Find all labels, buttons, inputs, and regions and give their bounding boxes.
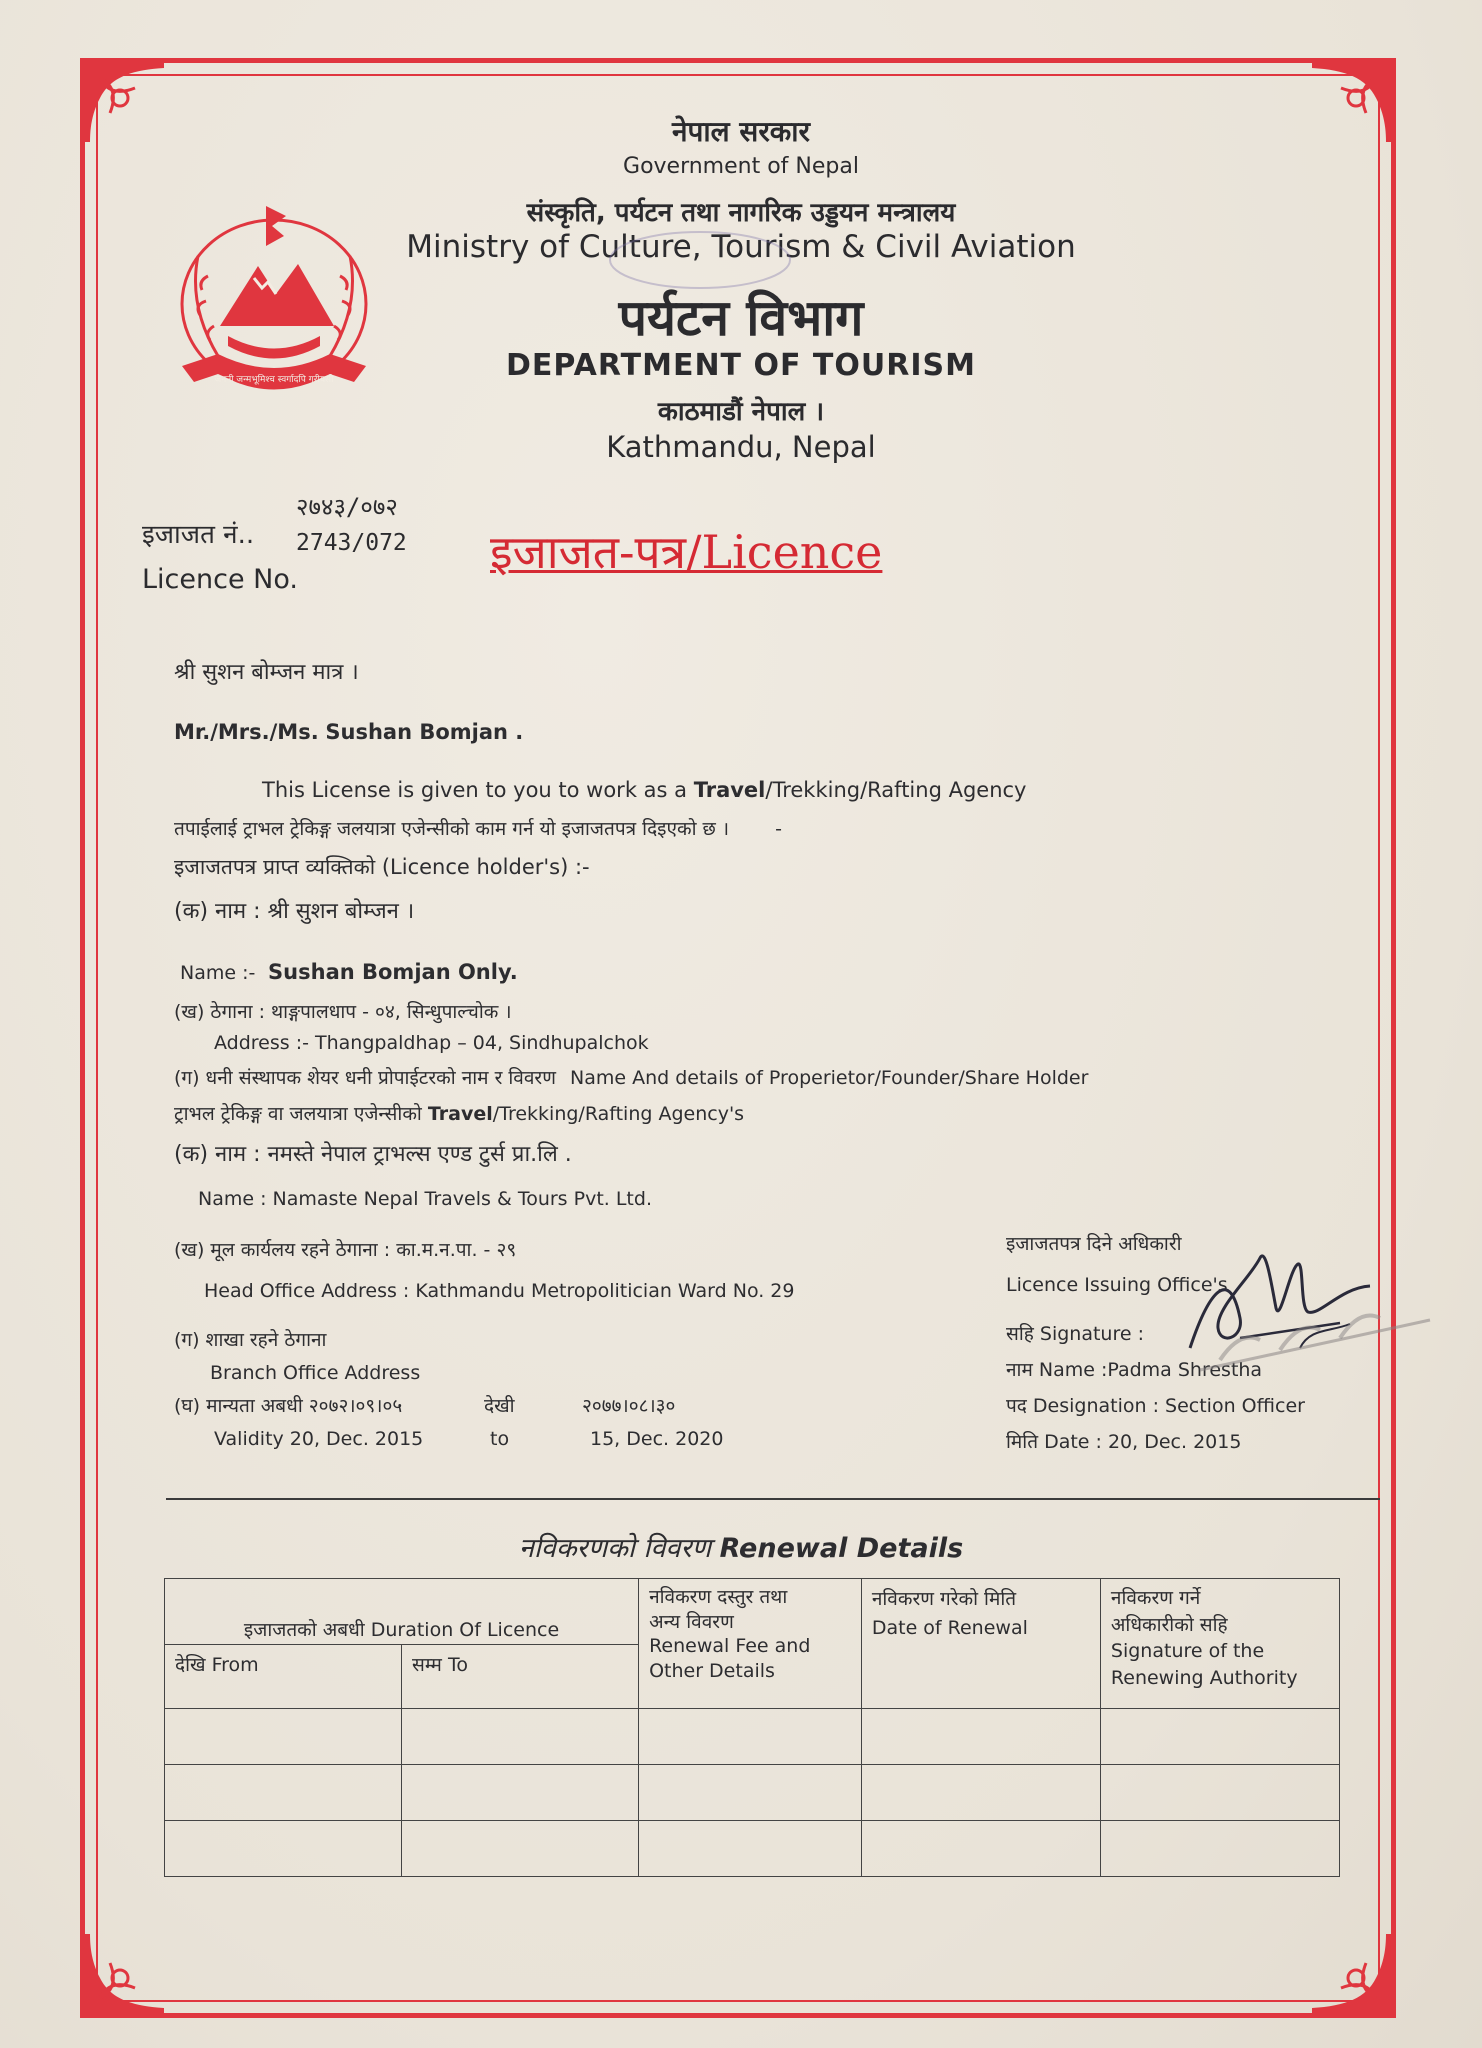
name-en-label: Name :- — [180, 962, 256, 984]
table-row — [165, 1709, 1340, 1765]
licence-title: इजाजत-पत्र/Licence — [490, 525, 883, 579]
table-header-duration: इजाजतको अबधी Duration Of Licence — [165, 1579, 639, 1645]
issuer-signature-label: सहि Signature : — [1006, 1323, 1144, 1345]
fee-en2: Other Details — [649, 1660, 775, 1683]
renewal-table — [164, 1578, 1340, 1877]
company-np: (क) नाम : नमस्ते नेपाल ट्राभल्स एण्ड टुर्स प्रा.लि . — [174, 1142, 572, 1167]
licence-no-value-en: 2743/072 — [296, 530, 407, 556]
company-en: Name : Namaste Nepal Travels & Tours Pvt. Ltd. — [198, 1188, 652, 1210]
issuer-date: मिति Date : 20, Dec. 2015 — [1006, 1431, 1242, 1453]
name-en-value: Sushan Bomjan Only. — [268, 960, 518, 984]
agency-np: ट्राभल ट्रेकिङ्ग वा जलयात्रा एजेन्सीको — [174, 1103, 422, 1125]
validity-en: Validity 20, Dec. 2015 — [214, 1428, 424, 1450]
section-divider — [166, 1498, 1380, 1500]
address-np: (ख) ठेगाना : थाङ्गपालधाप - ०४, सिन्धुपाल्चोक । — [174, 1001, 512, 1023]
faint-stamp-mark — [600, 225, 800, 295]
licence-no-label-en: Licence No. — [142, 564, 298, 595]
licence-no-value-np: २७४३/०७२ — [296, 493, 398, 521]
name-np: (क) नाम : श्री सुशन बोम्जन । — [174, 899, 415, 924]
validity-en-to: 15, Dec. 2020 — [590, 1428, 724, 1450]
government-en: Government of Nepal — [623, 154, 859, 179]
owner-np: (ग) धनी संस्थापक शेयर धनी प्रोपाईटरको नाम र विवरण — [174, 1067, 556, 1089]
sig-en2: Renewing Authority — [1110, 1666, 1298, 1689]
table-row — [165, 1765, 1340, 1821]
sig-en: Signature of the — [1110, 1640, 1265, 1663]
table-row — [165, 1821, 1340, 1877]
body-line2: तपाईलाई ट्राभल ट्रेकिङ्ग जलयात्रा एजेन्सीको काम गर्न यो इजाजतपत्र दिइएको छ । — [174, 818, 730, 840]
ministry-en: Ministry of Culture, Tourism & Civil Aviation — [406, 229, 1076, 265]
date-np: नविकरण गरेको मिति — [871, 1588, 1017, 1610]
emblem-motto: जननी जन्मभूमिश्च स्वर्गादपि गरीयसी — [214, 375, 334, 385]
city-en: Kathmandu, Nepal — [606, 430, 876, 464]
government-np: नेपाल सरकार — [671, 115, 811, 148]
address-en: Address :- Thangpaldhap – 04, Sindhupalchok — [214, 1032, 649, 1054]
body-line1-bold: Travel — [693, 778, 766, 802]
body-line1-pre: This License is given to you to work as a — [262, 778, 688, 802]
department-np: पर्यटन विभाग — [618, 289, 864, 347]
sig-np2: अधिकारीको सहि — [1110, 1613, 1228, 1636]
corner-ornament-bottom-left — [80, 1934, 164, 2018]
table-header-to: सम्म To — [402, 1645, 639, 1709]
validity-en-to-word: to — [490, 1428, 510, 1450]
sig-np: नविकरण गर्ने — [1110, 1587, 1201, 1609]
date-en: Date of Renewal — [871, 1616, 1028, 1639]
table-header-signature — [1100, 1579, 1339, 1709]
body-line2-dash: - — [775, 818, 783, 840]
issuer-title-np: इजाजतपत्र दिने अधिकारी — [1006, 1233, 1182, 1255]
agency-en-bold: Travel — [427, 1103, 493, 1125]
table-header-from: देखि From — [165, 1645, 402, 1709]
owner-en: Name And details of Properietor/Founder/Share Holder — [570, 1067, 1089, 1089]
table-header-fee — [639, 1579, 862, 1709]
validity-np-from: देखी — [484, 1395, 515, 1417]
head-office-np: (ख) मूल कार्यलय रहने ठेगाना : का.म.न.पा. - २९ — [174, 1239, 517, 1261]
fee-en: Renewal Fee and — [649, 1635, 811, 1658]
body-line1-post: /Trekking/Rafting Agency — [765, 778, 1027, 802]
validity-np-to: २०७७।०८।३० — [582, 1395, 676, 1417]
renewal-title-np: नविकरणको विवरण — [518, 1533, 712, 1564]
branch-en: Branch Office Address — [210, 1362, 421, 1384]
fee-np2: अन्य विवरण — [649, 1610, 734, 1633]
renewal-title-en: Renewal Details — [719, 1533, 964, 1564]
agency-en: /Trekking/Rafting Agency's — [492, 1103, 745, 1125]
validity-np: (घ) मान्यता अबधी २०७२।०९।०५ — [174, 1395, 403, 1417]
table-header-date — [861, 1579, 1100, 1709]
department-en: DEPARTMENT OF TOURISM — [506, 348, 976, 383]
body-line3: इजाजतपत्र प्राप्त व्यक्तिको (Licence holder's) :- — [174, 855, 590, 879]
fee-np: नविकरण दस्तुर तथा — [649, 1586, 788, 1608]
holder-salutation-np: श्री सुशन बोम्जन मात्र । — [174, 660, 359, 685]
corner-ornament-bottom-right — [1312, 1934, 1396, 2018]
holder-name: Sushan Bomjan . — [325, 720, 524, 744]
branch-np: (ग) शाखा रहने ठेगाना — [174, 1329, 327, 1351]
ministry-np: संस्कृति, पर्यटन तथा नागरिक उड्डयन मन्त्रालय — [526, 198, 956, 228]
issuer-designation: पद Designation : Section Officer — [1006, 1395, 1305, 1417]
licence-no-label-np: इजाजत नं.. — [142, 520, 255, 550]
section-stamp — [1190, 1300, 1450, 1380]
head-office-en: Head Office Address : Kathmandu Metropolitician Ward No. 29 — [204, 1280, 795, 1302]
holder-prefix: Mr./Mrs./Ms. — [174, 720, 319, 744]
issuer-title-en: Licence Issuing Office's — [1006, 1274, 1228, 1296]
city-np: काठमाडौं नेपाल । — [657, 397, 825, 427]
issuer-name: नाम Name :Padma Shrestha — [1006, 1359, 1263, 1381]
